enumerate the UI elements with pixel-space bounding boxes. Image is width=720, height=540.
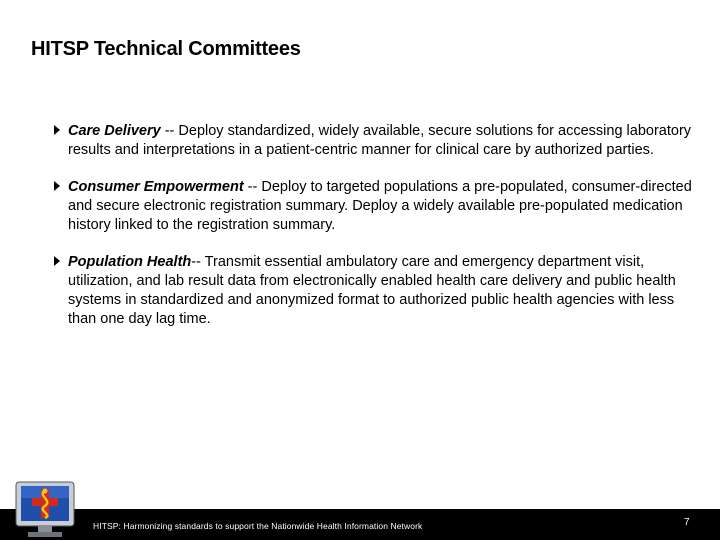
- bullet-arrow-icon: [54, 125, 60, 135]
- page-number: 7: [684, 517, 690, 528]
- hitsp-monitor-caduceus-icon: [12, 478, 84, 540]
- bullet-consumer-empowerment: [54, 178, 694, 235]
- bullet-term: Population Health: [68, 254, 192, 270]
- bullet-list: [54, 122, 694, 347]
- bullet-text: -- Transmit essential ambulatory care and emergency department visit, utilization, and lab result data from electronically enabled health care delivery and public health systems in standardized and anonymized format to authorized public health agencies with less than one day lag time.: [68, 254, 676, 327]
- slide-title: HITSP Technical Committees: [31, 38, 301, 60]
- bullet-care-delivery: [54, 122, 694, 160]
- bullet-text: -- Deploy standardized, widely available, secure solutions for accessing laboratory results and interpretations in a patient-centric manner for clinical care by authorized parties.: [68, 123, 692, 158]
- bullet-term: Care Delivery: [68, 123, 161, 139]
- bullet-arrow-icon: [54, 256, 60, 266]
- bullet-term: Consumer Empowerment: [68, 179, 244, 195]
- bullet-paragraph: [68, 122, 694, 160]
- bullet-paragraph: [68, 178, 694, 235]
- bullet-text: -- Deploy to targeted populations a pre-populated, consumer-directed and secure electronic registration summary. Deploy a widely available pre-populated medication history linked to the registration summary.: [68, 179, 692, 233]
- footer-text: HITSP: Harmonizing standards to support the Nationwide Health Information Network: [93, 521, 423, 531]
- footer-bar: [0, 509, 720, 540]
- bullet-population-health: [54, 253, 694, 329]
- bullet-arrow-icon: [54, 181, 60, 191]
- bullet-paragraph: [68, 253, 694, 329]
